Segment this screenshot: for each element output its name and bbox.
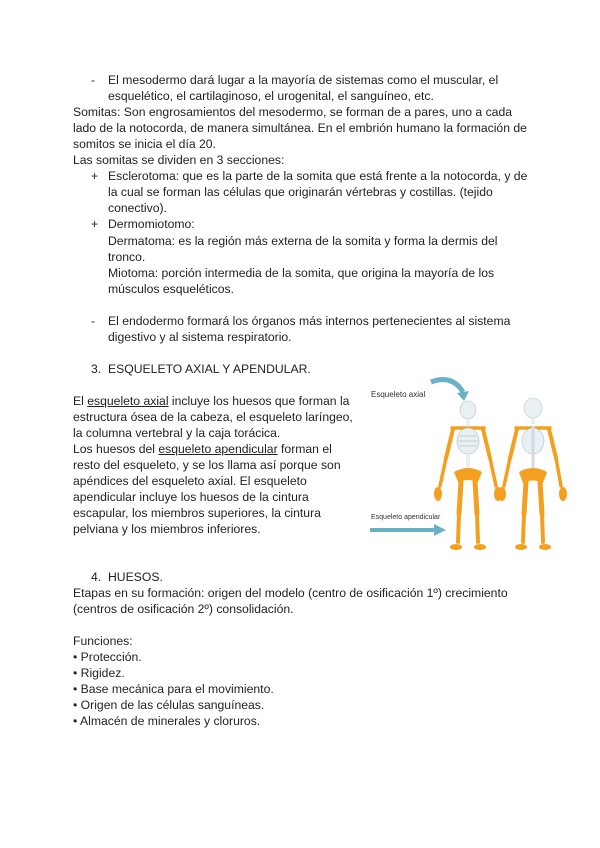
somitas-line1: Somitas: Son engrosamientos del mesodermo, se forman de a pares, uno a cada xyxy=(73,105,512,119)
apendicular-line6: pelviana y los miembros inferiores. xyxy=(73,522,261,536)
apendicular-line4: apendicular incluye los huesos de la cintura xyxy=(73,490,309,504)
dermomiotomo-line2: Dermatoma: es la región más externa de la somita y forma la dermis del xyxy=(108,234,498,248)
apendicular-line1: Los huesos del esqueleto apendicular forman el xyxy=(73,442,332,456)
esqueleto-apendicular-link: esqueleto apendicular xyxy=(158,442,278,456)
somitas-line3: somitos se inicia el día 20. xyxy=(73,137,216,151)
esclerotoma-line3: conectivo). xyxy=(108,201,167,215)
somitas-line2: lado de la notocorda, de manera simultánea. En el embrión humano la formación de xyxy=(73,121,527,135)
arrow-axial-head-icon xyxy=(457,391,469,401)
skeleton-front xyxy=(434,401,502,550)
plus-marker: + xyxy=(91,169,99,183)
list-item: • Base mecánica para el movimiento. xyxy=(73,682,274,696)
skeleton-figure xyxy=(368,370,568,555)
bullet-marker: • xyxy=(73,666,78,680)
dermomiotomo-line4: Miotoma: porción intermedia de la somita, que origina la mayoría de los xyxy=(108,266,495,280)
list-item: • Rigidez. xyxy=(73,666,125,680)
list-item: • Almacén de minerales y cloruros. xyxy=(73,714,261,728)
section3-title: ESQUELETO AXIAL Y APENDULAR. xyxy=(108,362,311,376)
funciones-title: Funciones: xyxy=(73,634,133,648)
list-item: • Protección. xyxy=(73,650,142,664)
arrow-apendicular-head-icon xyxy=(434,524,446,536)
list-item: • Origen de las células sanguíneas. xyxy=(73,698,265,712)
plus-marker: + xyxy=(91,217,99,231)
section4-title: HUESOS. xyxy=(108,570,163,584)
apendicular-line2: resto del esqueleto, y se los llama así porque son xyxy=(73,458,341,472)
skeleton-back xyxy=(498,398,567,550)
bullet-marker: • xyxy=(73,650,78,664)
dermomiotomo-line3: tronco. xyxy=(108,250,146,264)
label-apendicular: Esqueleto apendicular xyxy=(371,514,441,521)
etapas-line1: Etapas en su formación: origen del modelo (centro de osificación 1º) crecimiento xyxy=(73,586,508,600)
endodermo-line2: digestivo y al sistema respiratorio. xyxy=(108,330,292,344)
esclerotoma-line1: Esclerotoma: que es la parte de la somita que está frente a la notocorda, y de xyxy=(108,169,528,183)
mesodermo-line1: El mesodermo dará lugar a la mayoría de sistemas como el muscular, el xyxy=(108,73,499,87)
arrow-axial-icon xyxy=(431,380,463,392)
label-axial: Esqueleto axial xyxy=(371,390,426,399)
somitas-line4: Las somitas se dividen en 3 secciones: xyxy=(73,153,285,167)
dermomiotomo-line1: Dermomiotomo: xyxy=(108,217,195,231)
axial-line2: estructura ósea de la cabeza, el esqueleto laríngeo, xyxy=(73,410,353,424)
apendicular-line3: apéndices del esqueleto axial. El esqueleto xyxy=(73,474,307,488)
esqueleto-axial-link: esqueleto axial xyxy=(87,394,169,408)
apendicular-line5: escapular, los miembros superiores, la cintura xyxy=(73,506,321,520)
endodermo-line1: El endodermo formará los órganos más internos pertenecientes al sistema xyxy=(108,314,511,328)
mesodermo-line2: esquelético, el cartilaginoso, el urogenital, el sanguíneo, etc. xyxy=(108,89,434,103)
skeleton-illustration xyxy=(368,370,568,555)
axial-line3: la columna vertebral y la caja torácica. xyxy=(73,426,281,440)
dash-marker: - xyxy=(91,73,96,87)
axial-line1: El esqueleto axial incluye los huesos que forman la xyxy=(73,394,350,408)
dermomiotomo-line5: músculos esqueléticos. xyxy=(108,282,234,296)
bullet-marker: • xyxy=(73,698,78,712)
section4-number: 4. xyxy=(91,570,102,584)
esclerotoma-line2: la cual se forman las células que originarán vértebras y costillas. (tejido xyxy=(108,185,493,199)
dash-marker: - xyxy=(91,314,96,328)
etapas-line2: (centros de osificación 2º) consolidación. xyxy=(73,602,294,616)
bullet-marker: • xyxy=(73,682,78,696)
bullet-marker: • xyxy=(73,714,78,728)
section3-number: 3. xyxy=(91,362,102,376)
